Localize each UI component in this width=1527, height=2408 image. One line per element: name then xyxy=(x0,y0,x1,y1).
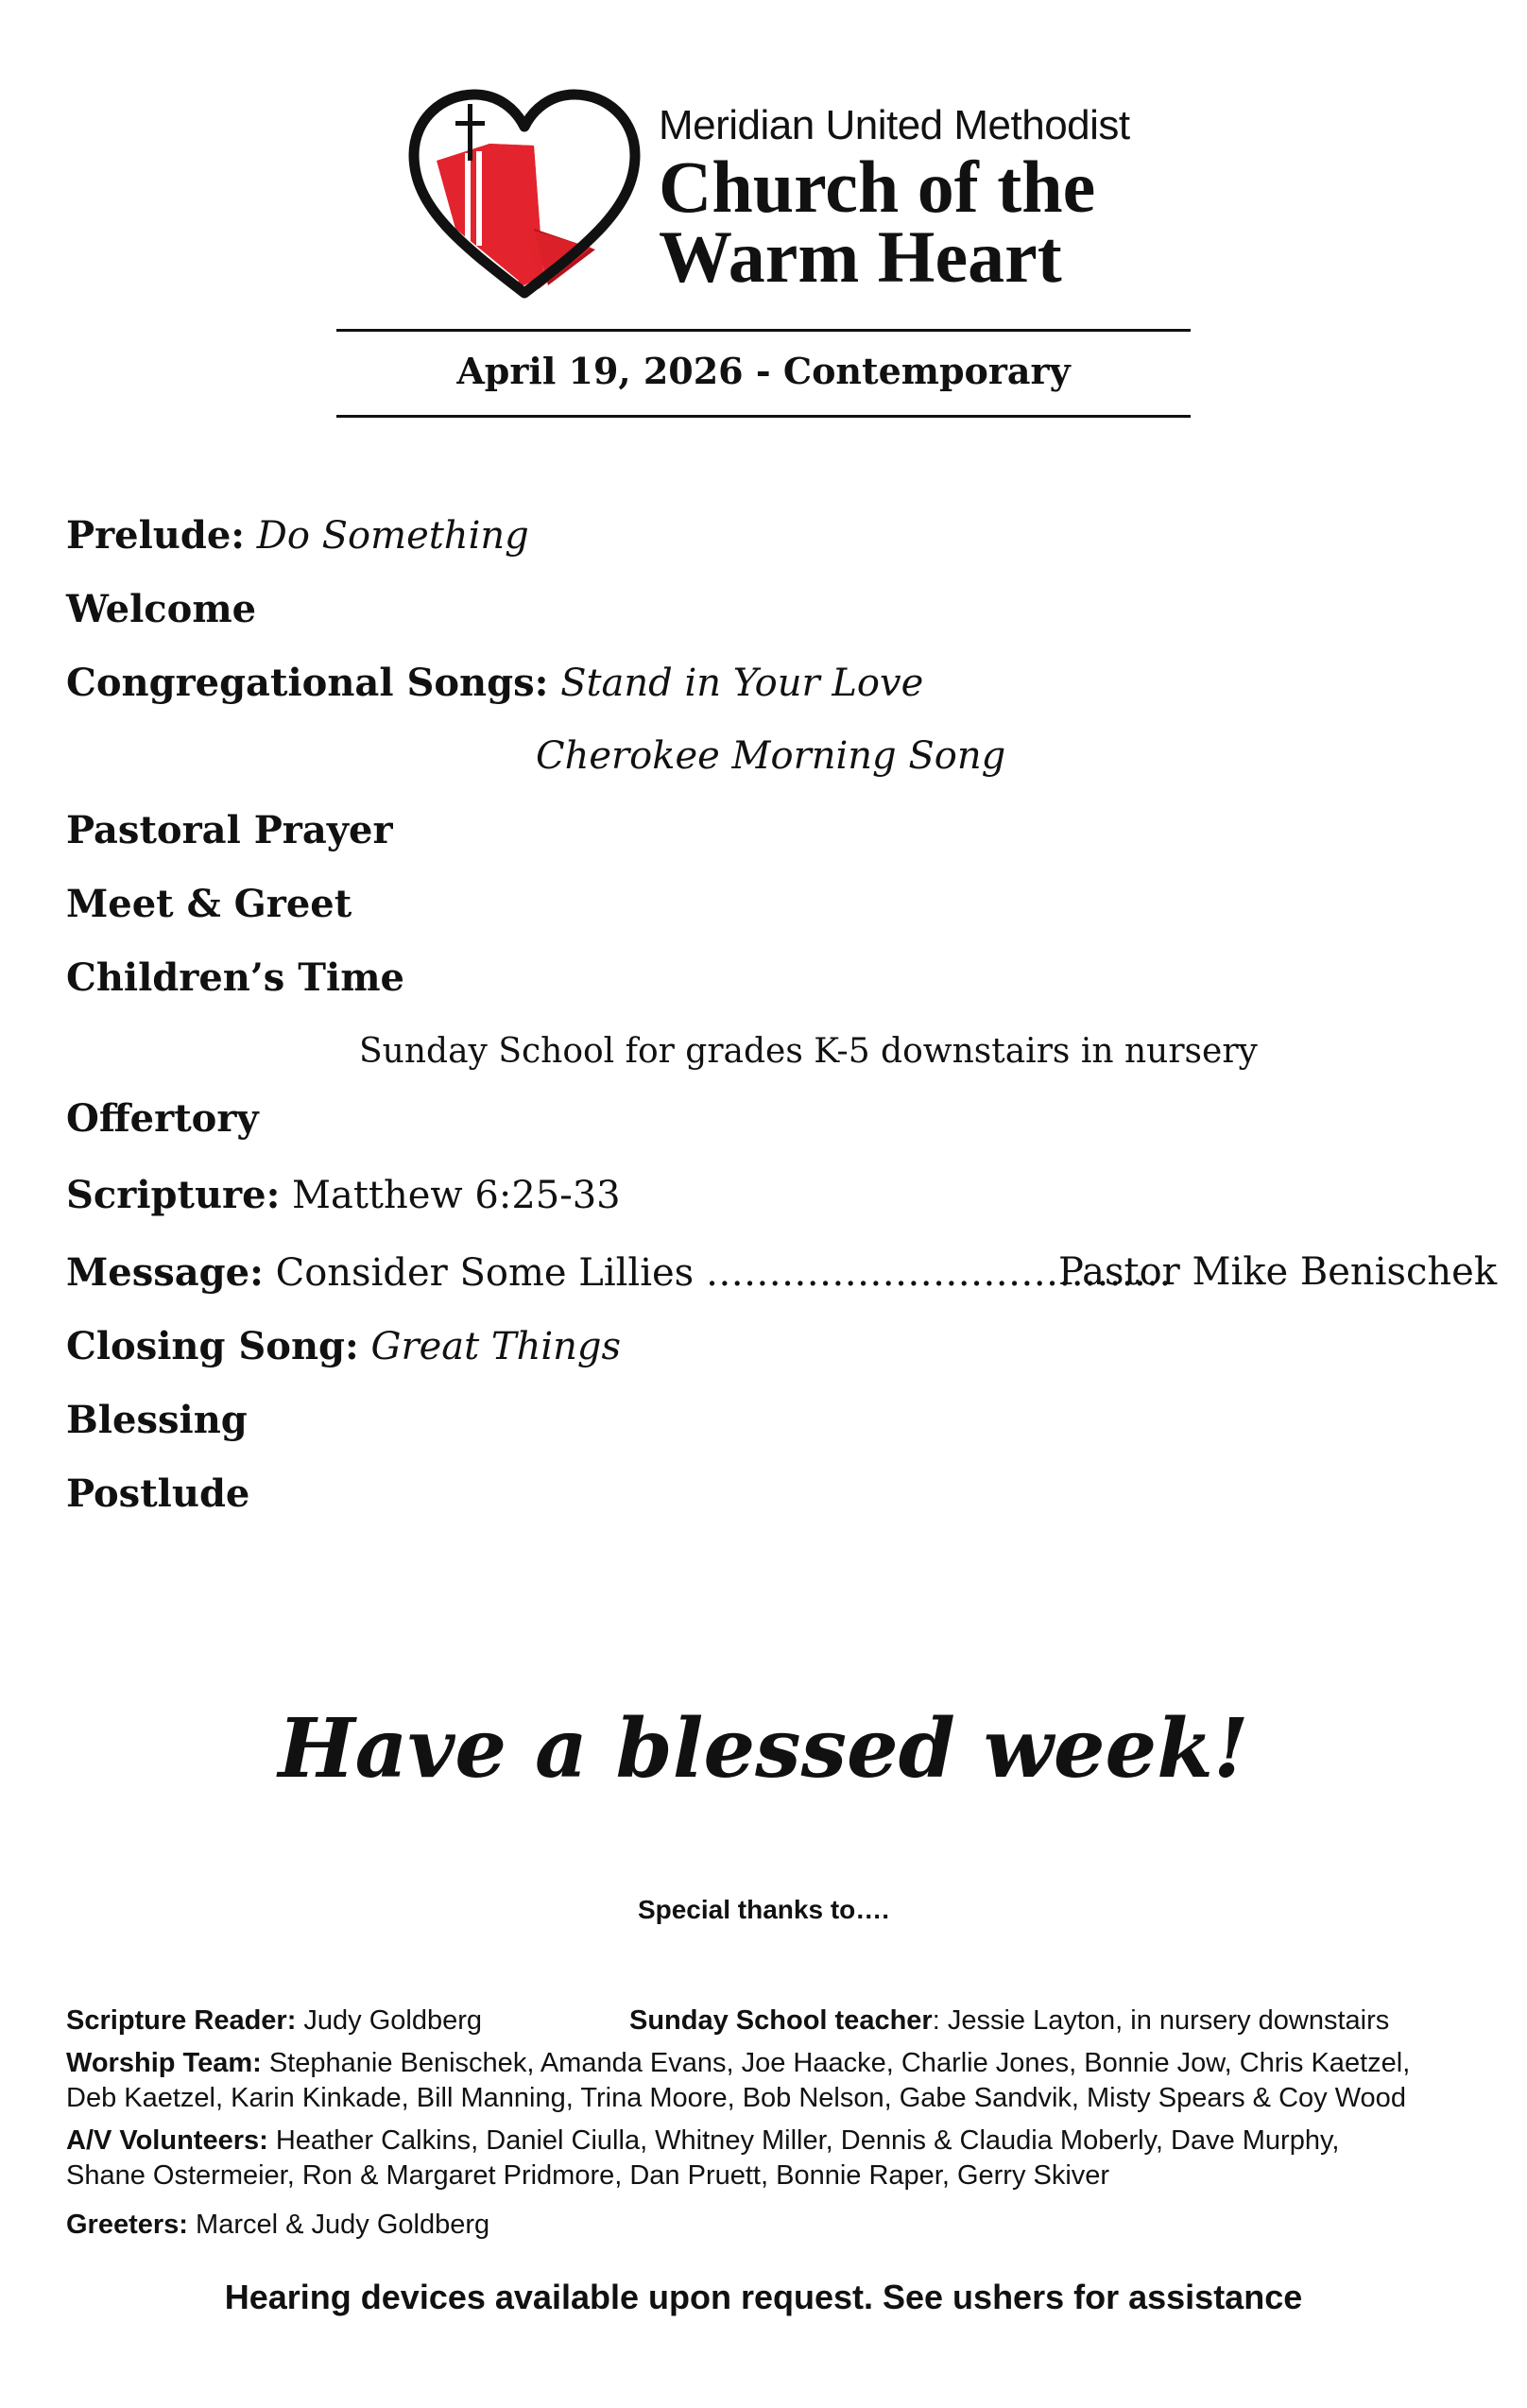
childrens-time-item xyxy=(66,955,404,1000)
worship-team-line-1: Stephanie Benischek, Amanda Evans, Joe Haacke, Charlie Jones, Bonnie Jow, Chris Kaetzel, xyxy=(268,2048,1411,2078)
heart-church-logo-icon xyxy=(406,87,643,304)
brand-title-line2: Warm Heart xyxy=(659,215,1062,298)
message-speaker-row xyxy=(1058,1250,1497,1294)
message-label: Message: xyxy=(66,1250,264,1295)
welcome-item xyxy=(66,587,256,631)
pastoral-prayer-item xyxy=(66,808,393,852)
blessing-item xyxy=(66,1398,248,1442)
welcome-label: Welcome xyxy=(66,587,257,631)
worship-team-line-2: Deb Kaetzel, Karin Kinkade, Bill Manning, Trina Moore, Bob Nelson, Gabe Sandvik, Misty Spears & Coy Wood xyxy=(66,2083,1406,2113)
congregational-song-2-row xyxy=(536,734,1005,778)
closing-song-item xyxy=(66,1324,621,1368)
prelude-song: Do Something xyxy=(256,514,529,558)
childrens-time-label: Children’s Time xyxy=(66,955,404,1000)
prelude-label: Prelude: xyxy=(66,513,246,558)
sunday-school-teacher-label: Sunday School teacher xyxy=(629,2005,933,2036)
pastoral-prayer-label: Pastoral Prayer xyxy=(66,808,393,852)
postlude-label: Postlude xyxy=(66,1471,250,1516)
worship-team-credit xyxy=(66,2046,1410,2081)
special-thanks-heading: Special thanks to…. xyxy=(637,1895,890,1924)
scripture-reader-label: Scripture Reader: xyxy=(66,2005,297,2036)
service-date: April 19, 2026 - Contemporary xyxy=(456,350,1071,392)
sunday-school-teacher-credit xyxy=(629,2004,1389,2038)
worship-team-label: Worship Team: xyxy=(66,2048,262,2078)
closing-song-label: Closing Song: xyxy=(66,1324,359,1368)
sunday-school-teacher-value: : Jessie Layton, in nursery downstairs xyxy=(932,2005,1390,2036)
message-item xyxy=(66,1250,1172,1295)
av-volunteers-credit xyxy=(66,2124,1339,2159)
brand-title-line1: Church of the xyxy=(659,146,1096,228)
av-volunteers-line-1: Heather Calkins, Daniel Ciulla, Whitney Miller, Dennis & Claudia Moberly, Dave Murphy, xyxy=(275,2125,1340,2156)
greeters-label: Greeters: xyxy=(66,2210,188,2240)
hearing-devices-note: Hearing devices available upon request. See ushers for assistance xyxy=(224,2278,1303,2316)
prelude-item xyxy=(66,513,529,558)
message-title: Consider Some Lillies …………………………….… xyxy=(275,1251,1172,1295)
blessed-week-message: Have a blessed week! xyxy=(278,1701,1249,1797)
header-divider-top xyxy=(336,329,1191,332)
scripture-reader-credit xyxy=(66,2004,482,2038)
message-speaker: Pastor Mike Benischek xyxy=(1058,1250,1498,1294)
congregational-song-2: Cherokee Morning Song xyxy=(536,734,1006,778)
scripture-label: Scripture: xyxy=(66,1173,281,1217)
congregational-song-1: Stand in Your Love xyxy=(560,662,924,705)
header-divider-bottom xyxy=(336,415,1191,418)
av-volunteers-line-2: Shane Ostermeier, Ron & Margaret Pridmore, Dan Pruett, Bonnie Raper, Gerry Skiver xyxy=(66,2160,1110,2191)
offertory-item xyxy=(66,1096,259,1141)
sunday-school-note: Sunday School for grades K-5 downstairs in nursery xyxy=(359,1032,1258,1071)
av-volunteers-label: A/V Volunteers: xyxy=(66,2125,268,2156)
scripture-reader-name: Judy Goldberg xyxy=(303,2005,483,2036)
greeters-credit xyxy=(66,2208,489,2243)
brand-subtitle: Meridian United Methodist xyxy=(659,102,1130,148)
congregational-songs-item xyxy=(66,661,923,705)
closing-song: Great Things xyxy=(370,1325,622,1368)
meet-greet-item xyxy=(66,882,352,926)
postlude-item xyxy=(66,1471,249,1516)
greeters-names: Marcel & Judy Goldberg xyxy=(196,2210,490,2240)
blessing-label: Blessing xyxy=(66,1398,248,1442)
meet-greet-label: Meet & Greet xyxy=(66,882,352,926)
congregational-songs-label: Congregational Songs: xyxy=(66,661,549,705)
scripture-reference: Matthew 6:25-33 xyxy=(292,1174,621,1217)
scripture-item xyxy=(66,1173,621,1217)
offertory-label: Offertory xyxy=(66,1096,259,1141)
